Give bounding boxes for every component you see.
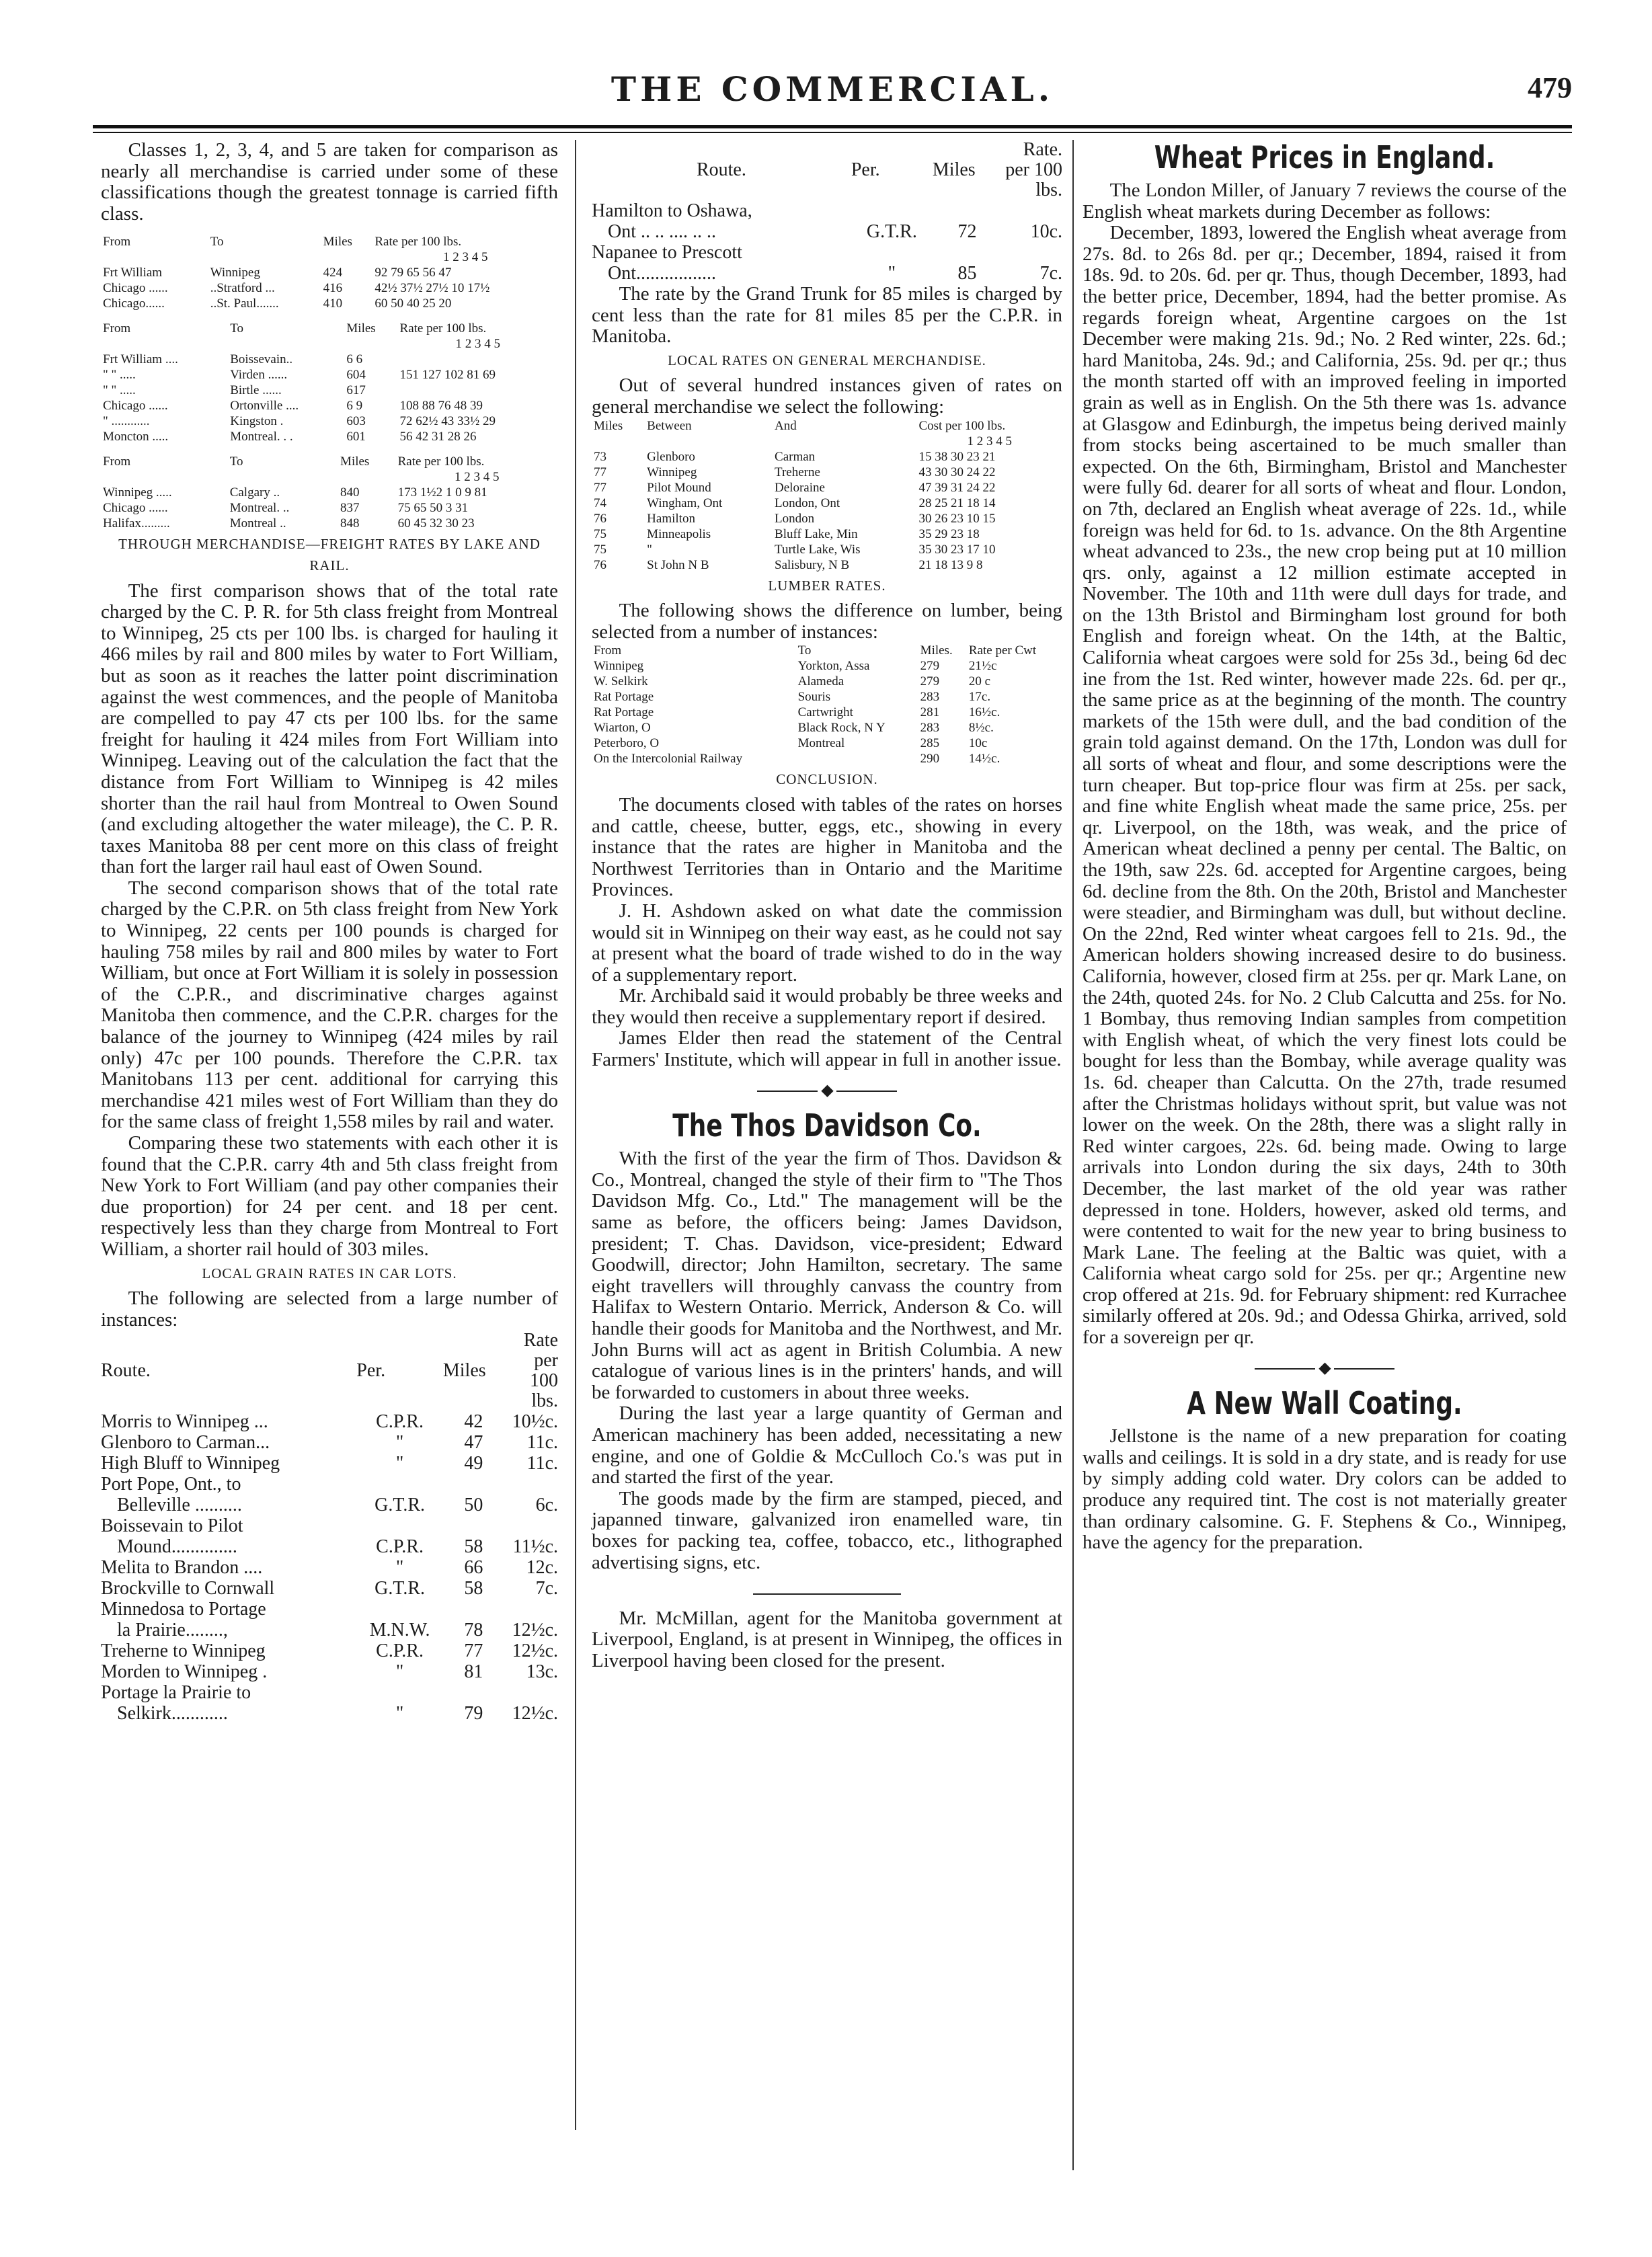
table-row: 74 Wingham, Ont London, Ont 28 25 21 18 14 [594,496,996,510]
grain-rates-table [101,1331,558,1724]
merchandise-rates-table [592,418,1062,573]
th-miles: Miles [346,321,376,336]
table-header [101,454,558,469]
table-header: Miles Between And Cost per 100 lbs. [594,418,1006,433]
paragraph: Out of several hundred instances given of rates on general merchandise we select the following: [592,374,1062,418]
table-row: Brockville to Cornwall G.T.R. 58 7c. [101,1578,558,1599]
table-row: High Bluff to Winnipeg " 49 11c. [101,1453,558,1474]
article-title: The Thos Davidson Co. [672,1107,982,1144]
local-rates-table [592,140,1062,284]
table-row: la Prairie........, M.N.W. 78 12½c. [117,1620,558,1641]
paragraph: Jellstone is the name of a new preparation for coating walls and ceilings. It is sold in a dry state, and is ready for use by simply adding cold water. Dry colors can be added to produce any required tint. The cost is not materially greater than ordinary calsomine. G. F. Stephens & Co., Winnipeg, have the agency for the preparation. [1083,1425,1567,1554]
section-heading: LOCAL GRAIN RATES IN CAR LOTS. [202,1265,457,1281]
th-miles: Miles [323,235,352,249]
article-separator: ◆ [1083,1358,1567,1380]
class-numbers: 1 2 3 4 5 [455,470,500,485]
table-row: Chicago ...... ..Stratford ... 416 42½ 37½ 27½ 10 17½ [103,281,490,296]
table-row: " ............ Kingston . 603 72 62½ 43 33½ 29 [103,414,496,429]
table-row: Rat Portage Cartwright 281 16½c. [594,705,1000,720]
table-row: Moncton ..... Montreal. . . 601 56 42 31 28 26 [103,430,477,444]
table-row: On the Intercolonial Railway 290 14½c. [594,752,1000,766]
th-rate: Rate per 100 lbs. [397,454,485,469]
th-to: To [230,321,243,336]
paragraph: Comparing these two statements with each other it is found that the C.P.R. carry 4th and 5th class freight from New York to Fort William (and pay other companies their due proportion) for 24 per cent. and 18 per cent. respectively less than they charge from Montreal to Fort William, a shorter rail hould of 303 miles. [101,1132,558,1260]
table-row: Chicago ...... Ortonville .... 6 9 108 88 76 48 39 [103,399,483,413]
page-number: 479 [1528,71,1572,104]
table-row: Peterboro, O Montreal 285 10c [594,736,988,751]
table-row: Ont .. .. .... .. .. G.T.R. 72 10c. [608,221,1062,242]
table-row: Rat Portage Souris 283 17c. [594,690,991,705]
section-heading: LOCAL RATES ON GENERAL MERCHANDISE. [668,352,986,368]
table-row: Glenboro to Carman... " 47 11c. [101,1432,558,1454]
table-row: 76 Hamilton London 30 26 23 10 15 [594,511,996,526]
th-rate: Rate per 100 lbs. [375,235,462,249]
section-heading: LUMBER RATES. [768,577,886,594]
table-row: Port Pope, Ont., to [101,1474,241,1495]
header-rule-thin [93,132,1572,133]
th-rate: Rate per 100 lbs. [399,321,487,336]
th-from: From [103,235,131,249]
paragraph: The rate by the Grand Trunk for 85 miles is charged by cent less than the rate for 81 miles 85 per the C.P.R. in Manitoba. [592,283,1062,348]
table-row: 77 Pilot Mound Deloraine 47 39 31 24 22 [594,480,996,495]
column-1 [101,140,558,1724]
table-row: Melita to Brandon .... " 66 12c. [101,1557,558,1579]
freight-table-2 [101,321,558,444]
table-row: Chicago ...... Montreal. .. 837 75 65 50 3 31 [103,501,469,516]
paragraph: December, 1893, lowered the English wheat average from 27s. 8d. to 26s 8d. per qr.; December, 1894, raised it from 18s. 9d. to 20s. 6d. per qr. Thus, though December, 1893, had the better price, December, 1894, had the better promise. As regards foreign wheat, Argentine cargoes on the 1st December were making 21s. 9d.; No. 2 Red winter, 22s. 6d.; hard Manitoba, 24s. 9d.; and California, 25s. 9d. per qr.; thus the month started off with an improved feeling in imported grain as well as in English. On the 5th there was 1s. advance at Glasgow and Edinburgh, the impetus being derived mainly from stocks being ascertained to be much smaller than expected. On the 6th, Birmingham, Bristol and Manchester were fully 6d. dearer for all sorts of wheat and flour. London, on 7th, declared an English wheat average of 22s. 1d., while foreign was held for 6d. to 1s. advance. On the 8th Argentine wheat advanced to 23s., the new crop being put at 10 million qrs. only, against a 12 million estimate accepted in November. The 10th and 11th were dull days for trade, and on the 13th Bristol and Birmingham lost ground for both English and foreign wheat. On the 14th, at the Baltic, California wheat cargoes were sold for 25s 3d., being 6d dec ine from the 1st. Red winter, however made 22s. 6d. per qr., the same price as at the beginning of the month. The country markets of the 15th were dull, and the bad condition of the grain told against demand. On the 17th, London was dull for all sorts of wheat and flour, and some descriptions were the turn cheaper. But top-price flour was firm at 25s. per sack, and fine white English wheat made the same price, 25s. per qr. Liverpool, on the 18th, was weak, and the price of American wheat declined a penny per cental. The Baltic, on the 19th, saw 22s. 6d. accepted for Argentine cargoes, being 6d. decline from the 8th. On the 20th, Bristol and Manchester were steadier, and Birmingham was dull, but without decline. On the 22nd, Red winter wheat cargoes fell to 21s. 9d., the American holders showing increased desire to do business. California, however, closed firm at 25s. per qr. Mark Lane, on the 24th, quoted 24s. for No. 2 Club Calcutta and 25s. for No. 1 Bombay, thus removing Indian samples from competition with English wheat, of which the very finest lots could be bought for less than the Bombay, while average quality was 1s. 6d. cheaper than Calcutta. On the 27th, trade resumed after the Christmas holidays without sprit, but value was not lower on the week. On the 28th, there was a slight rally in Red winter cargoes, 22s. 6d. being made. Owing to large arrivals into London during the six days, 24th to 30th December, the last market of the old year was rather depressed in tone. Holders, however, asked old terms, and were contented to wait for the new year to bring business to Mark Lane. The feeling at the Baltic was quiet, with a California wheat cargo sold for 25s. per qr.; Argentine new crop offered at 21s. 9d. for February shipment: red Kurrachee similarly offered at 20s. 9d.; and Odessa Ghirka, arrived, sold for a sovereign per qr. [1083,222,1567,1349]
article-separator: ◆ [592,1080,1062,1102]
paragraph: The following are selected from a large number of instances: [101,1288,558,1331]
paragraph: The goods made by the firm are stamped, pieced, and japanned tinware, galvanized iron enamelled ware, tin boxes for packing tea, coffee, tobacco, etc., lithographed advertising signs, etc. [592,1487,1062,1573]
section-heading: THROUGH MERCHANDISE—FREIGHT RATES BY LAKE AND RAIL. [118,536,541,573]
freight-table-3 [101,454,558,531]
table-header: From To Miles. Rate per Cwt [594,643,1037,658]
table-row: 75 " Turtle Lake, Wis 35 30 23 17 10 [594,542,996,557]
column-3 [1083,140,1567,1554]
table-row: Boissevain to Pilot [101,1515,243,1537]
article-title: A New Wall Coating. [1187,1385,1462,1422]
th-to: To [229,454,243,469]
table-row: " " ..... Birtle ...... 617 [103,383,366,398]
table-row: Frt William .... Boissevain.. 6 6 [103,352,363,367]
table-row: Portage la Prairie to [101,1682,251,1704]
column-divider [575,140,576,2130]
masthead: THE COMMERCIAL. [611,69,1054,109]
page-header [93,64,1572,124]
column-2 [592,140,1062,1672]
table-row: Winnipeg Yorkton, Assa 279 21½c [594,659,997,674]
table-row: Frt William Winnipeg 424 92 79 65 56 47 [103,266,452,280]
table-row: Mound.............. C.P.R. 58 11½c. [117,1536,558,1558]
paragraph: The London Miller, of January 7 reviews the course of the English wheat markets during December as follows: [1083,180,1567,223]
paragraph: James Elder then read the statement of the Central Farmers' Institute, which will appear in full in another issue. [592,1027,1062,1071]
article-separator [592,1583,1062,1604]
paragraph: Mr. Archibald said it would probably be three weeks and they would then receive a supplementary report if desired. [592,985,1062,1028]
table-row: 77 Winnipeg Treherne 43 30 30 24 22 [594,465,996,479]
table-row: Morris to Winnipeg ... C.P.R. 42 10½c. [101,1411,558,1433]
table-row: Morden to Winnipeg . " 81 13c. [101,1661,558,1683]
table-row: Ont................. " 85 7c. [608,263,1062,284]
table-row: Belleville .......... G.T.R. 50 6c. [117,1495,558,1516]
table-row: Halifax......... Montreal .. 848 60 45 32 30 23 [103,516,475,531]
table-row: 76 St John N B Salisbury, N B 21 18 13 9 8 [594,557,983,572]
header-rule [93,125,1572,128]
table-row: 73 Glenboro Carman 15 38 30 23 21 [594,449,996,464]
table-header [101,321,558,336]
paragraph: Mr. McMillan, agent for the Manitoba government at Liverpool, England, is at present in Winnipeg, the offices in Liverpool having been closed for the present. [592,1607,1062,1671]
table-row: Winnipeg ..... Calgary .. 840 173 1½2 1 0 9 81 [103,485,487,500]
class-numbers: 1 2 3 4 5 [442,250,488,265]
table-row: Minnedosa to Portage [101,1599,266,1620]
th-to: To [210,235,224,249]
th-miles: Miles [340,454,370,469]
table-header: Route. Per. Miles Rate per 100 lbs. [101,1330,558,1412]
th-from: From [103,321,131,336]
paragraph: J. H. Ashdown asked on what date the commission would sit in Winnipeg on their way east, as he could not say at present what the board of trade wished to do in the way of a supplementary report. [592,900,1062,986]
table-row: Treherne to Winnipeg C.P.R. 77 12½c. [101,1640,558,1662]
paragraph: The first comparison shows that of the total rate charged by the C. P. R. for 5th class freight from Montreal to Winnipeg, 25 cts per 100 lbs. is charged for hauling it 466 miles by rail and 800 miles by water to Fort William, but as soon as it reaches the latter point discrimination against the west commences, and the people of Manitoba are compelled to pay 47 cts per 100 lbs. for the same freight for hauling it 424 miles from Fort William into Winnipeg. Leaving out of the calculation the fact that the distance from Fort William to Winnipeg is 42 miles shorter than the rail haul from Montreal to Owen Sound (and excluding altogether the water mileage), the C. P. R. taxes Manitoba 88 per cent more on this class of freight than fort the larger rail haul east of Owen Sound. [101,580,558,878]
article-title: Wheat Prices in England. [1154,139,1495,175]
paragraph: With the first of the year the firm of Thos. Davidson & Co., Montreal, changed the style of their firm to "The Thos Davidson Mfg. Co., Ltd." The management will be the same as before, the officers being: James Davidson, president; T. Chas. Davidson, vice-president; Edward Goodwill, director; John Hamilton, secretary. The same eight travellers will throughly canvass the country from Halifax to Western Ontario. Merrick, Anderson & Co. will handle their goods for Manitoba and the Northwest, and Mr. John Burns will act as agent in British Columbia. A new catalogue of various lines is in the printers' hands, and will be forwarded to customers in about three weeks. [592,1148,1062,1403]
paragraph: During the last year a large quantity of German and American machinery has been added, necessitating a new engine, and one of Goldie & McCulloch Co.'s was put in and started the first of the year. [592,1402,1062,1489]
table-row: Chicago...... ..St. Paul....... 410 60 50 40 25 20 [103,296,452,311]
table-header: Route. Per. Miles Rate. per 100 lbs. [696,139,1062,200]
table-row: " " ..... Virden ...... 604 151 127 102 81 69 [103,368,496,383]
table-row: W. Selkirk Alameda 279 20 c [594,674,991,689]
lumber-rates-table [592,643,1062,766]
freight-table-1 [101,234,558,311]
table-row: Selkirk............ " 79 12½c. [117,1703,558,1725]
table-header [101,234,558,249]
paragraph: The second comparison shows that of the total rate charged by the C.P.R. on 5th class freight from New York to Winnipeg, 22 cents per 100 pounds is charged for hauling 758 miles by rail and 800 miles by water to Fort William, but once at Fort William it is solely in possession of the C.P.R., and discriminative charges against Manitoba then commence, and the C.P.R. charges for the balance of the journey to Winnipeg (424 miles by rail only) 47c per 100 pounds. Therefore the C.P.R. tax Manitobans 113 per cent. additional for carrying this merchandise 421 miles west of Fort William than they do for the same class of freight 1,558 miles by rail and water. [101,877,558,1133]
section-heading: CONCLUSION. [776,771,878,788]
class-numbers: 1 2 3 4 5 [455,337,501,352]
intro-paragraph: Classes 1, 2, 3, 4, and 5 are taken for comparison as nearly all merchandise is carried under some of these classifications though the greatest tonnage is carried fifth class. [101,139,558,225]
table-row: Napanee to Prescott [592,242,742,263]
table-row: 75 Minneapolis Bluff Lake, Min 35 29 23 18 [594,526,980,541]
table-row: Hamilton to Oshawa, [592,200,752,221]
class-numbers: 1 2 3 4 5 [967,434,1012,448]
th-from: From [103,454,131,469]
paragraph: The following shows the difference on lumber, being selected from a number of instances: [592,600,1062,643]
paragraph: The documents closed with tables of the rates on horses and cattle, cheese, butter, eggs, etc., showing in every instance that the rates are higher in Manitoba and the Northwest Territories than in Ontario and the Maritime Provinces. [592,793,1062,901]
column-divider [1072,140,1074,2170]
table-row: Wiarton, O Black Rock, N Y 283 8½c. [594,721,994,736]
